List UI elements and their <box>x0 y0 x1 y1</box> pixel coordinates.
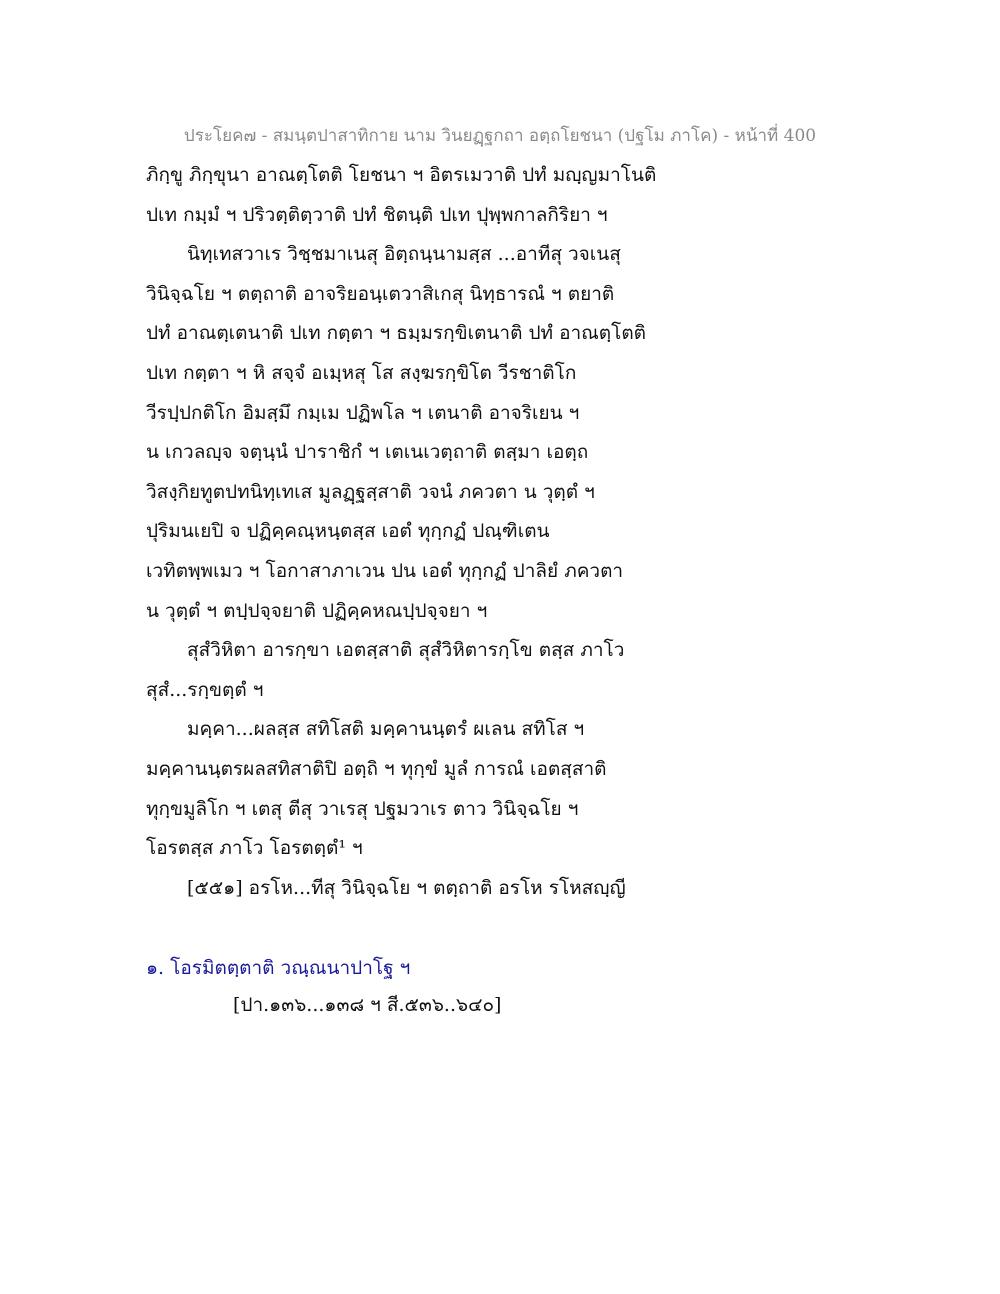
text-line: ปเท กมฺมํ ฯ ปริวตฺติตฺวาติ ปทํ ชิตนฺติ ปเท ปุพฺพกาลกิริยา ฯ <box>146 203 608 226</box>
text-line: ปุริมนเยปิ จ ปฏิคฺคณฺหนฺตสฺส เอตํ ทุกฺกฏํ ปณฺฑิเตน <box>146 520 550 543</box>
text-line: เวทิตพฺพเมว ฯ โอกาสาภาเวน ปน เอตํ ทุกฺกฏํ ปาลิยํ ภควตา <box>146 559 624 582</box>
text-line: ทุกฺขมูลิโก ฯ เตสุ ตีสุ วาเรสุ ปฐมวาเร ตาว วินิจฺฉโย ฯ <box>146 797 579 820</box>
text-line: นิทฺเทสวาเร วิชฺชมาเนสุ อิตฺถนฺนามสฺส ...อาทีสุ วจเนสุ <box>187 243 621 266</box>
text-line: วิสงฺกิยทูตปทนิทฺเทเส มูลฏฺฐสฺสาติ วจนํ ภควตา น วุตฺตํ ฯ <box>146 480 595 503</box>
text-line: โอรตสฺส ภาโว โอรตตฺตํ¹ ฯ <box>146 837 363 860</box>
footnote-reference: [ปา.๑๓๖...๑๓๘ ฯ สี.๕๓๖..๖๔๐] <box>233 994 502 1016</box>
running-header: ประโยค๗ - สมนฺตปาสาทิกาย นาม วินยฏฺฐกถา อตฺถโยชนา (ปฐโม ภาโค) - หน้าที่ 400 <box>183 126 817 146</box>
body-text <box>146 156 846 908</box>
text-line: น วุตฺตํ ฯ ตปฺปจฺจยาติ ปฏิคฺคหณปฺปจฺจยา ฯ <box>146 599 488 622</box>
text-line: ปเท กตฺตา ฯ หิ สจฺจํ อเมฺหสุ โส สงฺฆรกฺขิโต วีรชาติโก <box>146 361 577 384</box>
text-line: มคฺคา...ผลสฺส สทิโสติ มคฺคานนฺตรํ ผเลน สทิโส ฯ <box>187 718 585 741</box>
text-line: มคฺคานนฺตรผลสทิสาติปิ อตฺถิ ฯ ทุกฺขํ มูลํ การณํ เอตสฺสาติ <box>146 757 607 780</box>
text-line: วินิจฺฉโย ฯ ตตฺถาติ อาจริยอนฺเตวาสิเกสุ นิทฺธารณํ ฯ ตยาติ <box>146 282 615 305</box>
text-line: ภิกฺขู ภิกฺขุนา อาณตฺโตติ โยชนา ฯ อิตรเมวาติ ปทํ มญฺญมาโนติ <box>146 164 657 186</box>
footnote: ๑. โอรมิตตฺตาติ วณฺณนาปาโฐ ฯ <box>146 957 411 979</box>
text-line: สุสํ...รกฺขตฺตํ ฯ <box>146 678 264 701</box>
text-line: [๕๕๑] อรโห...ทีสุ วินิจฺฉโย ฯ ตตฺถาติ อรโห รโหสญฺญี <box>187 876 626 899</box>
text-line: วีรปฺปกติโก อิมสฺมึ กมฺเม ปฏิพโล ฯ เตนาติ อาจริเยน ฯ <box>146 401 580 424</box>
text-line: ปทํ อาณตฺเตนาติ ปเท กตฺตา ฯ ธมฺมรกฺขิเตนาติ ปทํ อาณตฺโตติ <box>146 322 647 345</box>
text-line: สุสํวิหิตา อารกฺขา เอตสฺสาติ สุสํวิหิตารกฺโข ตสฺส ภาโว <box>187 639 625 662</box>
text-line: น เกวลญฺจ จตฺนฺนํ ปาราชิกํ ฯ เตเนเวตฺถาติ ตสฺมา เอตฺถ <box>146 441 589 464</box>
